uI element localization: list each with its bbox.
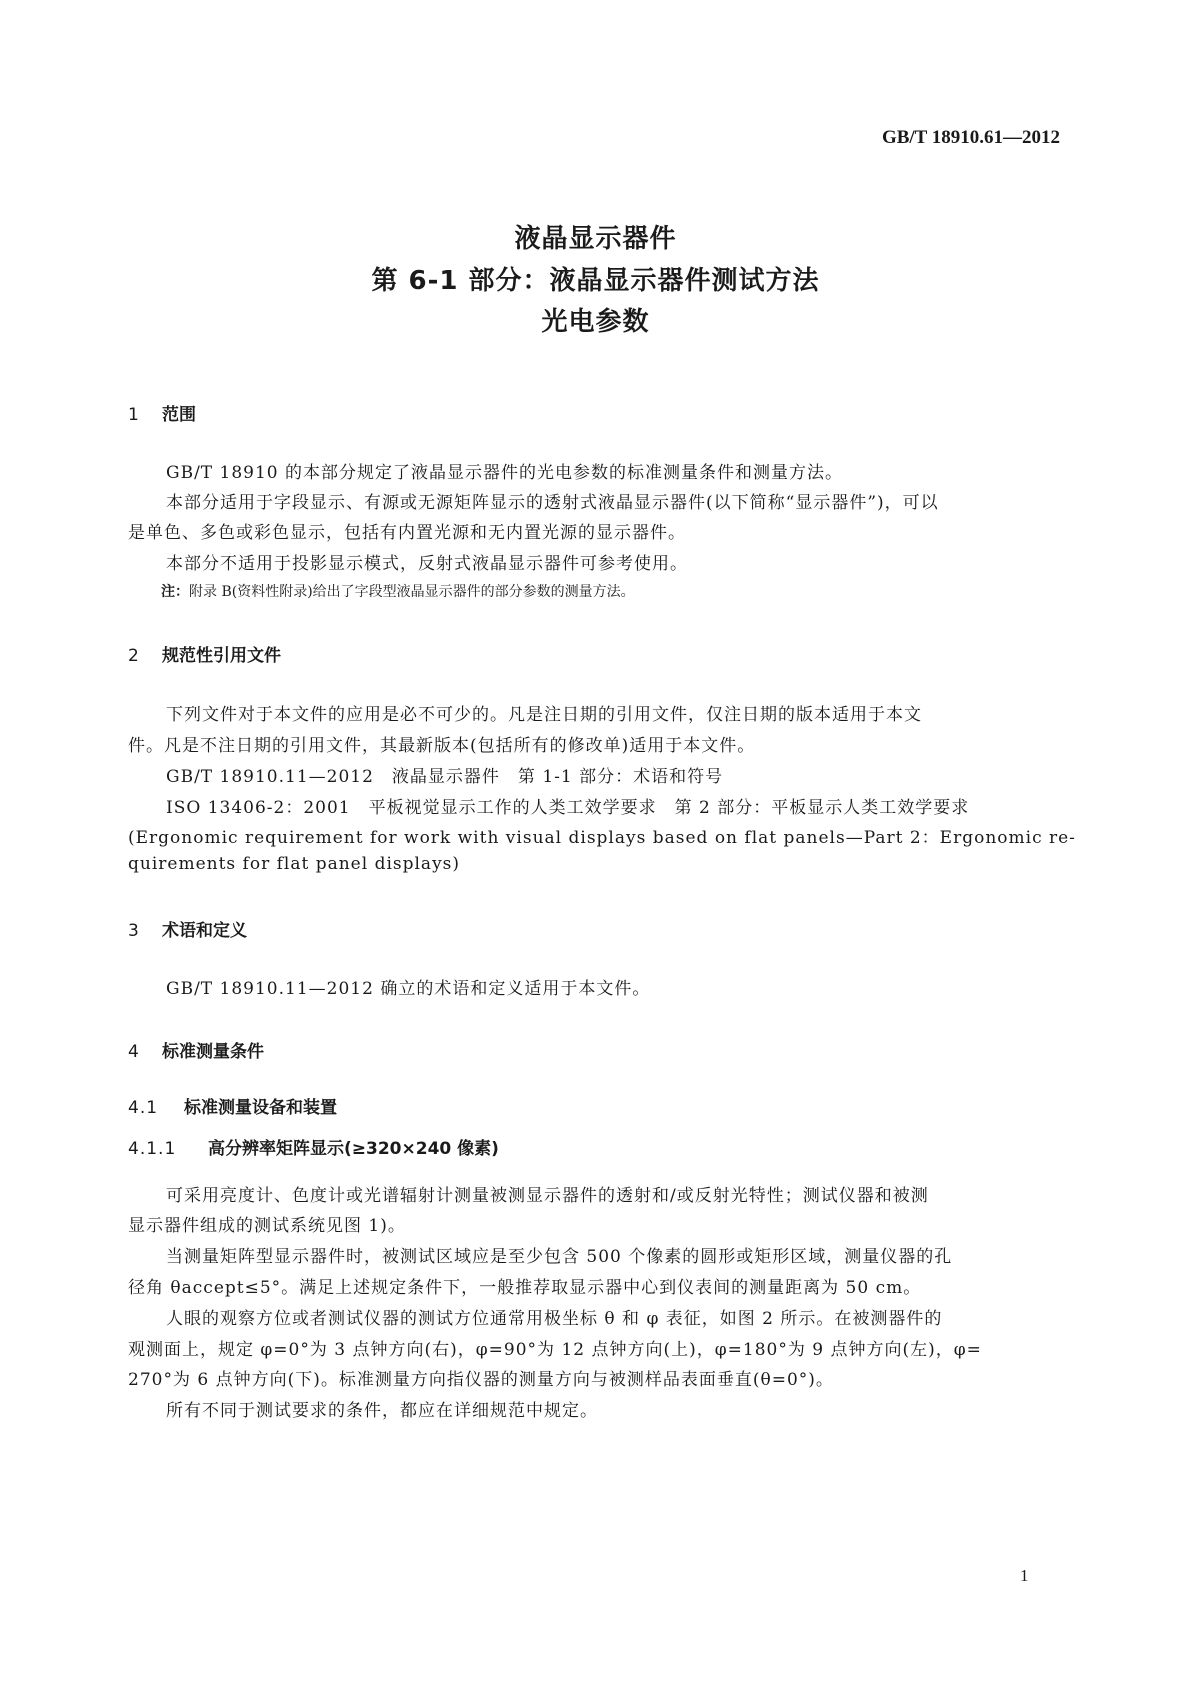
section-1-title: 范围 <box>162 405 196 425</box>
subsection-4-1-heading <box>128 1093 337 1118</box>
section-3-heading <box>128 916 247 941</box>
section-1-p2a: 本部分适用于字段显示、有源或无源矩阵显示的透射式液晶显示器件(以下简称“显示器件”)，可以 <box>166 493 939 513</box>
section-4-p3c: 270°为 6 点钟方向(下)。标准测量方向指仪器的测量方向与被测样品表面垂直(θ=0°)。 <box>128 1370 834 1390</box>
title-line-2: 第 6-1 部分：液晶显示器件测试方法 <box>371 266 820 296</box>
section-4-heading <box>128 1037 264 1062</box>
section-1-note <box>161 581 635 601</box>
section-4-p2b: 径角 θaccept≤5°。满足上述规定条件下，一般推荐取显示器中心到仪表间的测量距离为 50 cm。 <box>128 1278 922 1298</box>
subsection-4-1-1-title: 高分辨率矩阵显示(≥320×240 像素) <box>208 1139 499 1159</box>
section-4-title: 标准测量条件 <box>162 1042 264 1062</box>
section-2-heading <box>128 641 281 666</box>
section-4-p1b: 显示器件组成的测试系统见图 1)。 <box>128 1216 406 1236</box>
note-label: 注： <box>161 584 189 600</box>
note-text: 附录 B(资料性附录)给出了字段型液晶显示器件的部分参数的测量方法。 <box>189 584 635 600</box>
section-1-p2b: 是单色、多色或彩色显示，包括有内置光源和无内置光源的显示器件。 <box>128 523 686 543</box>
reference-2b: (Ergonomic requirement for work with visual displays based on flat panels—Part 2：Ergonomic re- <box>128 828 1076 848</box>
section-2-p1b: 件。凡是不注日期的引用文件，其最新版本(包括所有的修改单)适用于本文件。 <box>128 736 756 756</box>
title-line-3: 光电参数 <box>541 307 650 337</box>
section-4-number: 4 <box>128 1042 139 1062</box>
standard-number: GB/T 18910.61—2012 <box>881 127 1060 148</box>
subsection-4-1-1-heading <box>128 1134 499 1159</box>
subsection-4-1-1-number: 4.1.1 <box>128 1139 177 1159</box>
section-4-p2a: 当测量矩阵型显示器件时，被测试区域应是至少包含 500 个像素的圆形或矩形区域，测量仪器的孔 <box>166 1247 953 1267</box>
section-1-p3: 本部分不适用于投影显示模式，反射式液晶显示器件可参考使用。 <box>166 554 688 574</box>
section-4-p3b: 观测面上，规定 φ=0°为 3 点钟方向(右)，φ=90°为 12 点钟方向(上)，φ=180°为 9 点钟方向(左)，φ= <box>128 1340 982 1360</box>
section-1-number: 1 <box>128 405 139 425</box>
section-4-p4: 所有不同于测试要求的条件，都应在详细规范中规定。 <box>166 1401 598 1421</box>
reference-2a: ISO 13406-2：2001 平板视觉显示工作的人类工效学要求 第 2 部分：平板显示人类工效学要求 <box>166 798 970 818</box>
title-line-1: 液晶显示器件 <box>514 224 677 254</box>
section-3-p1: GB/T 18910.11—2012 确立的术语和定义适用于本文件。 <box>166 979 651 999</box>
reference-1: GB/T 18910.11—2012 液晶显示器件 第 1-1 部分：术语和符号 <box>166 767 724 787</box>
section-3-number: 3 <box>128 921 139 941</box>
subsection-4-1-number: 4.1 <box>128 1098 159 1118</box>
subsection-4-1-title: 标准测量设备和装置 <box>184 1098 337 1118</box>
section-4-p3a: 人眼的观察方位或者测试仪器的测试方位通常用极坐标 θ 和 φ 表征，如图 2 所示。在被测器件的 <box>166 1309 943 1329</box>
section-1-heading <box>128 400 196 425</box>
reference-2c: quirements for flat panel displays) <box>128 854 461 874</box>
section-1-p1: GB/T 18910 的本部分规定了液晶显示器件的光电参数的标准测量条件和测量方法。 <box>166 463 844 483</box>
section-2-title: 规范性引用文件 <box>162 646 281 666</box>
section-3-title: 术语和定义 <box>162 921 247 941</box>
page-number: 1 <box>1020 1566 1029 1585</box>
section-2-p1a: 下列文件对于本文件的应用是必不可少的。凡是注日期的引用文件，仅注日期的版本适用于本文 <box>166 705 922 725</box>
section-2-number: 2 <box>128 646 139 666</box>
section-4-p1a: 可采用亮度计、色度计或光谱辐射计测量被测显示器件的透射和/或反射光特性；测试仪器和被测 <box>166 1186 929 1206</box>
